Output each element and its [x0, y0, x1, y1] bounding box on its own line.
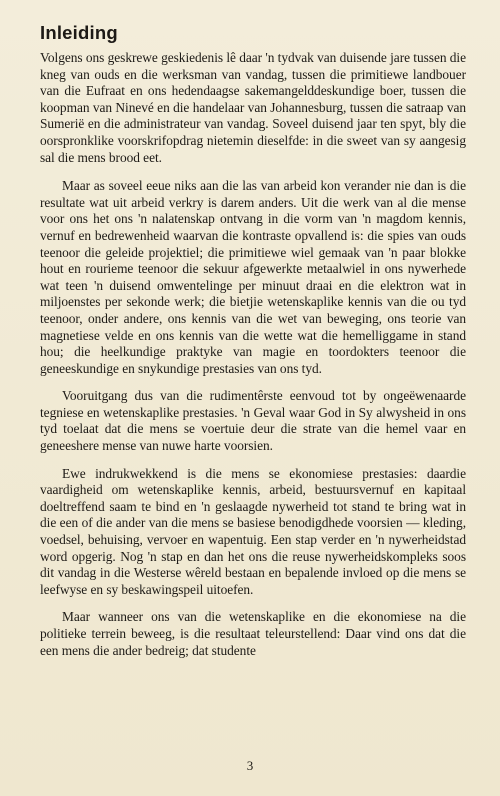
paragraph-5: Maar wanneer ons van die wetenskaplike en die ekonomiese na die politieke terrein beweeg, is die resultaat teleurstellend: Daar vind ons dat die een mens die ander bedreig; dat studente — [40, 609, 466, 658]
chapter-heading: Inleiding — [40, 22, 118, 43]
paragraph-3: Vooruitgang dus van die rudimentêrste eenvoud tot by ongeëwenaarde tegniese en wetenskaplike prestasies. 'n Geval waar God in Sy alwysheid in ons tyd toelaat dat die mens se voertuie deur die strate van die hemel vaar en geneeshere mense van nuwe harte voorsien. — [40, 388, 466, 454]
paragraph-2: Maar as soveel eeue niks aan die las van arbeid kon verander nie dan is die resultate wat uit arbeid verkry is darem anders. Uit die werk van al die mense voor ons het ons 'n nalatenskap ontvang in die vorm van 'n magdom kennis, vernuf en bedrewenheid waarvan die kontraste opvallend is: die spies van ouds teenoor die geleide projektiel; die primitiewe wiel gemaak van 'n paar blokke hout en rourieme teenoor die sekuur afgewerkte metaalwiel in ons nywerhede wat teen 'n duisend omwentelinge per minuut draai en die elektron wat in miljoenstes per sekonde werk; die bietjie wetenskaplike kennis van die ou tyd teenoor, onder andere, ons kennis van die wet van beweging, ons teorie van magnetiese velde en ons kennis van die wette wat die hemelliggame in stand hou; die heelkundige praktyke van magie en toordokters teenoor die geneeskundige en snykundige prestasies van ons tyd. — [40, 178, 466, 376]
paragraph-1: Volgens ons geskrewe geskiedenis lê daar 'n tydvak van duisende jare tussen die kneg van ouds en die werksman van vandag, tussen die primitiewe landbouer van die Eufraat en ons hedendaagse sakemangelddeskundige boer, tussen die koopman van Ninevé en die handelaar van Johannesburg, tussen die satraap van Sumerië en die administrateur van vandag. Soveel duisend jaar ten spyt, bly die oorspronklike voorskrifopdrag nietemin dieselfde: in die sweet van sy aangesig sal die mens brood eet. — [40, 50, 466, 165]
paragraph-4: Ewe indrukwekkend is die mens se ekonomiese prestasies: daardie vaardigheid om wetenskaplike kennis, arbeid, bestuursvernuf en kapitaal doeltreffend saam te bind en 'n geslaagde nywerheid tot stand te bring wat in die een of die ander van die mens se basiese benodigdhede voorsien — kleding, voedsel, behuising, vervoer en wapentuig. Een stap verder en 'n nywerheidstad word opgerig. Nog 'n stap en dan het ons die reuse nywerheidskompleks soos dit vandag in die Westerse wêreld bestaan en bepalende invloed op die mens se leefwyse en sy beskawingspeil uitoefen. — [40, 465, 466, 597]
page-number: 3 — [246, 758, 254, 773]
